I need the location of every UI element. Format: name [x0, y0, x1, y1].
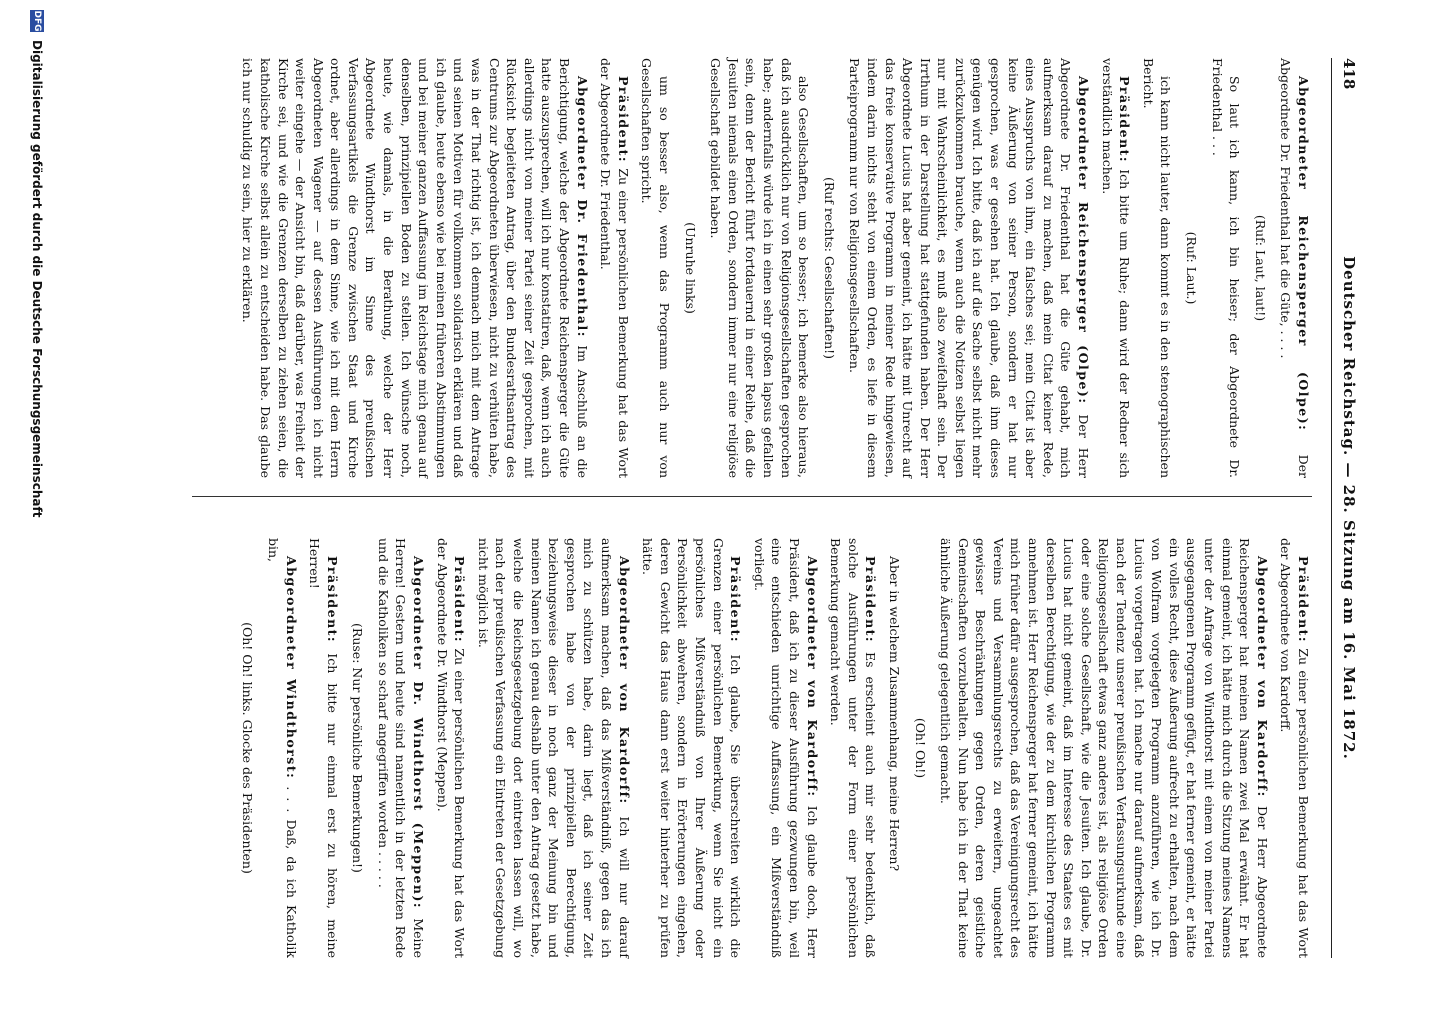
paragraph: [827, 538, 880, 958]
speaker-name: Abgeordneter von Kardorff:: [1254, 556, 1270, 798]
page-title: Deutscher Reichstag. — 28. Sitzung am 16. Mai 1872.: [1340, 256, 1358, 760]
paragraph: [597, 58, 632, 478]
speaker-name: Präsident:: [1296, 556, 1311, 644]
paragraph: [639, 538, 745, 958]
paragraph: [885, 538, 903, 958]
paragraph-text: also Gesellschaften, um so besser; ich bemerke also hieraus, daß ich ausdrücklich nur von Religionsgesellschaften gesprochen habe; andernfalls würde ich in einen sehr großen lapsus gefallen sein, denn der Bericht führt fortdauernd in einer Reihe, daß die Jesuiten niemals einen Orden, sondern immer nur eine religiöse Gesellschaft gebildet haben.: [708, 58, 812, 478]
paragraph-text: Ich will nur darauf aufmerksam machen, daß das Mißverständniß, gegen das ich mich zu schützen habe, darin liegt, daß ich seiner Zeit gesprochen habe von der prinzipiellen Berechtigung, beziehungsweise dieser in noch ganz der Meinung bin und meinen Namen ich genau deshalb unter den Antrag gesetzt habe, welche die Reichsgesetzgebung dort eintreten lassen will, wo nach der preußischen Verfassung ein Eintreten der Gesetzgebung nicht möglich ist.: [475, 538, 632, 958]
paragraph: [306, 538, 341, 958]
left-column: [192, 58, 1312, 478]
paragraph: [264, 538, 299, 958]
speaker-name: Abgeordneter Windthorst:: [283, 556, 299, 780]
paragraph: [707, 58, 813, 478]
paragraph-text: . . . Daß, da ich Katholik bin,: [265, 538, 299, 958]
paragraph-text: Zu einer persönlichen Bemerkung hat das Wort der Abgeordnete von Kardorff.: [1278, 538, 1311, 958]
interjection: (Unruhe links): [682, 222, 698, 314]
paragraph: [1208, 58, 1243, 478]
paragraph: [1277, 538, 1312, 958]
paragraph-text: um so besser also, wenn das Programm auch nur von Gesellschaften spricht.: [639, 58, 672, 478]
page-header: [1336, 58, 1362, 958]
header-rule: [1331, 58, 1332, 958]
column-divider: [192, 496, 1312, 497]
paragraph-text: Zu einer persönlichen Bemerkung hat das Wort der Abgeordnete Dr. Windthorst (Meppen).: [434, 538, 468, 958]
paragraph: [1277, 58, 1312, 478]
speaker-name: Präsident:: [452, 556, 468, 644]
dfg-logo: DFG: [32, 10, 42, 32]
speaker-name: Präsident:: [1117, 76, 1133, 164]
speaker-name: Abgeordneter von Kardorff:: [804, 556, 820, 798]
paragraph-text: Es erscheint auch mir sehr bedenklich, daß solche Ausführungen unter der Form einer persönlichen Bemerkung gemacht werden.: [828, 538, 879, 958]
funding-text: Digitalisierung gefördert durch die Deutsche Forschungsgemeinschaft: [30, 40, 44, 518]
paragraph: [750, 538, 820, 958]
paragraph: [1139, 58, 1174, 478]
paragraph-text: Der Abgeordnete Dr. Friedenthal hat die Güte, . . . .: [1278, 58, 1311, 478]
paragraph-text: So laut ich kann, ich bin heiser; der Abgeordnete Dr. Friedenthal . . .: [1209, 58, 1243, 478]
funding-strip: [22, 0, 52, 1010]
paragraph-text: Ich glaube doch, Herr Präsident, daß ich zu dieser Ausführung gezwungen bin, weil eine entschieden unrichtige Auffassung, ein Mißverständniß vorliegt.: [751, 538, 820, 958]
right-column: [192, 538, 1312, 958]
speaker-name: Abgeordneter Dr. Windthorst (Meppen):: [411, 556, 427, 910]
paragraph-text: Ich glaube, Sie überschreiten wirklich die Grenzen einer persönlichen Bemerkung, wenn Sie nicht ein persönliches Mißverständniß von Ihrer Äußerung oder Persönlichkeit abwehren, sondern in Erörterungen eingehen, deren Gewicht das Haus dann erst weiter hinterher zu prüfen hätte.: [640, 538, 744, 958]
interjection: (Ruf: Laut.): [1184, 231, 1200, 305]
paragraph-text: Ich bitte nur einmal erst zu hören, meine Herren!: [307, 538, 340, 958]
speaker-name: Abgeordneter von Kardorff:: [616, 556, 632, 805]
paragraph-text: Aber in welchem Zusammenhang, meine Herren?: [886, 556, 902, 872]
speaker-name: Abgeordneter Reichensperger (Olpe):: [1296, 76, 1311, 432]
paragraph-text: ich kann nicht lauter, dann kommt es in den stenographischen Bericht.: [1140, 58, 1174, 478]
paragraph: [638, 58, 673, 478]
paragraph-text: Im Anschluß an die Berichtigung, welche der Abgeordnete Reichensperger die Güte hatte auszusprechen, will ich nur konstatiren, daß, wenn ich auch allerdings nicht von meiner Partei seiner Zeit gesprochen, mit Rücksicht begleiteten Antrag, über den Bundesrathsantrag des Centrums zur Abgeordneten überwiesen, nicht zu verhüten habe, was in der That richtig ist, ich demnach mich mit dem Antrage und seinen Motiven für vollkommen solidarisch erklären und daß ich glaube, heute ebenso wie bei meinen früheren Abstimmungen und bei meiner ganzen Auffassung im Reichstage mich genau auf denselben, prinzipiellen Boden zu stellen. Ich wünsche noch, heute, wie damals, in die Berathung, welche der Herr Abgeordnete Windthorst im Sinne des preußischen Verfassungsartikels die Grenze zwischen Staat und Kirche ordnet, aber allerdings in dem Sinne, wie ich mit dem Herrn Abgeordneten Wagener — auf dessen Ausführungen ich nicht weiter eingehe — der Ansicht bin, daß darüber, was Freiheit der Kirche sei, und wie die Grenzen derselben zu ziehen seien, die katholische Kirche selbst allein zu entscheiden habe. Das glaube ich nur schuldig zu sein, hier zu erklären.: [240, 58, 590, 478]
interjection: (Ruf: Laut, laut!): [1252, 214, 1268, 322]
paragraph: [239, 58, 591, 478]
document-page: [62, 18, 1402, 983]
paragraph-text: Ich bitte um Ruhe; dann wird der Redner sich verständlich machen.: [1099, 58, 1133, 478]
paragraph: [374, 538, 427, 958]
paragraph: [937, 538, 1271, 958]
speaker-name: Präsident:: [324, 556, 340, 644]
paragraph-text: Der Herr Abgeordnete Dr. Friedenthal hat die Güte gehabt, mich aufmerksam darauf zu machen, daß mein Citat keiner Rede, eines Ausspruchs von ihm, ein falsches sei; mein Citat ist aber keine Äußerung von seiner Person, sondern er hat nur gesprochen, was er gesehen hat. Ich glaube, daß ihm dieses genügen wird. Ich bitte, daß ich auf die Sache selbst nicht mehr zurückzukommen brauche, wenn auch die Notizen selbst liegen nur mit Wahrscheinlichkeit, es muß also zweifelhaft sein. Der Irrthum in der Darstellung hat stattgefunden haben. Der Herr Abgeordnete Lucius hat aber gemeint, ich hätte mit Unrecht auf das freie konservative Programm in meiner Rede hingewiesen, indem darin nichts steht von einem Orden, es liefe in diesem Parteiprogramm nur von Religionsgesellschaften.: [847, 58, 1092, 478]
interjection: (Ruse: Nur persönliche Bemerkungen!): [350, 623, 366, 873]
paragraph: [1098, 58, 1133, 478]
speaker-name: Abgeordneter Reichensperger (Olpe):: [1076, 76, 1092, 405]
speaker-name: Präsident:: [615, 76, 631, 164]
paragraph: [474, 538, 632, 958]
speaker-name: Präsident:: [863, 556, 879, 644]
speaker-name: Abgeordneter Dr. Friedenthal:: [574, 76, 590, 338]
speaker-name: Präsident:: [728, 556, 744, 644]
paragraph-text: Zu einer persönlichen Bemerkung hat das Wort der Abgeordnete Dr. Friedenthal.: [598, 58, 631, 478]
interjection: (Ruf rechts: Gesellschaften!): [821, 176, 837, 360]
paragraph: [433, 538, 468, 958]
paragraph-text: Der Herr Abgeordnete Reichensperger hat meinen Namen zwei Mal erwähnt. Er hat einmal gemeint, ich hätte mich durch die Sitzung meines Namens unter der Anfrage von Windthorst mit einem von meiner Partei ausgegangenen Programm gefügt, er hat ferner gemeint, er hätte ein volles Recht, diese Äußerung aufrecht zu erhalten, nach dem von Wolfram vorgelegten Programm anzuführen, wie ich Dr. Lucius vorgetragen hat. Ich mache nur darauf aufmerksam, daß nach der Tendenz unserer preußischen Verfassungsurkunde eine Religionsgesellschaft etwas ganz anderes ist, als religiöse Orden oder eine solche Gesellschaft, wie die Jesuiten. Ich glaube, Dr. Lucius hat nicht gemeint, daß im Interesse des Staates es mit derselben Berechtigung, wie der zu dem kirchlichen Programm annehmen ist. Herr Reichensperger hat ferner gemeint, ich hätte mich früher dafür ausgesprochen, daß das Vereinigungsrecht des Vereins und Versammlungsrechts zu erweitern, ungeachtet gewisser Beschränkungen gegen Orden, deren geistliche Gemeinschaften vorzubehalten. Nun habe ich in der That keine ähnliche Äußerung gelegentlich gemacht.: [938, 538, 1270, 959]
paragraph: [846, 58, 1092, 478]
paragraph-text: Meine Herren! Gestern und heute sind namentlich in der letzten Rede und die Katholiken so scharf angegriffen worden . . . . .: [375, 538, 427, 958]
interjection: (Oh! Oh!): [912, 717, 928, 779]
page-number: 418: [1340, 58, 1358, 90]
interjection: (Oh! Oh! links. Glocke des Präsidenten): [240, 622, 256, 874]
